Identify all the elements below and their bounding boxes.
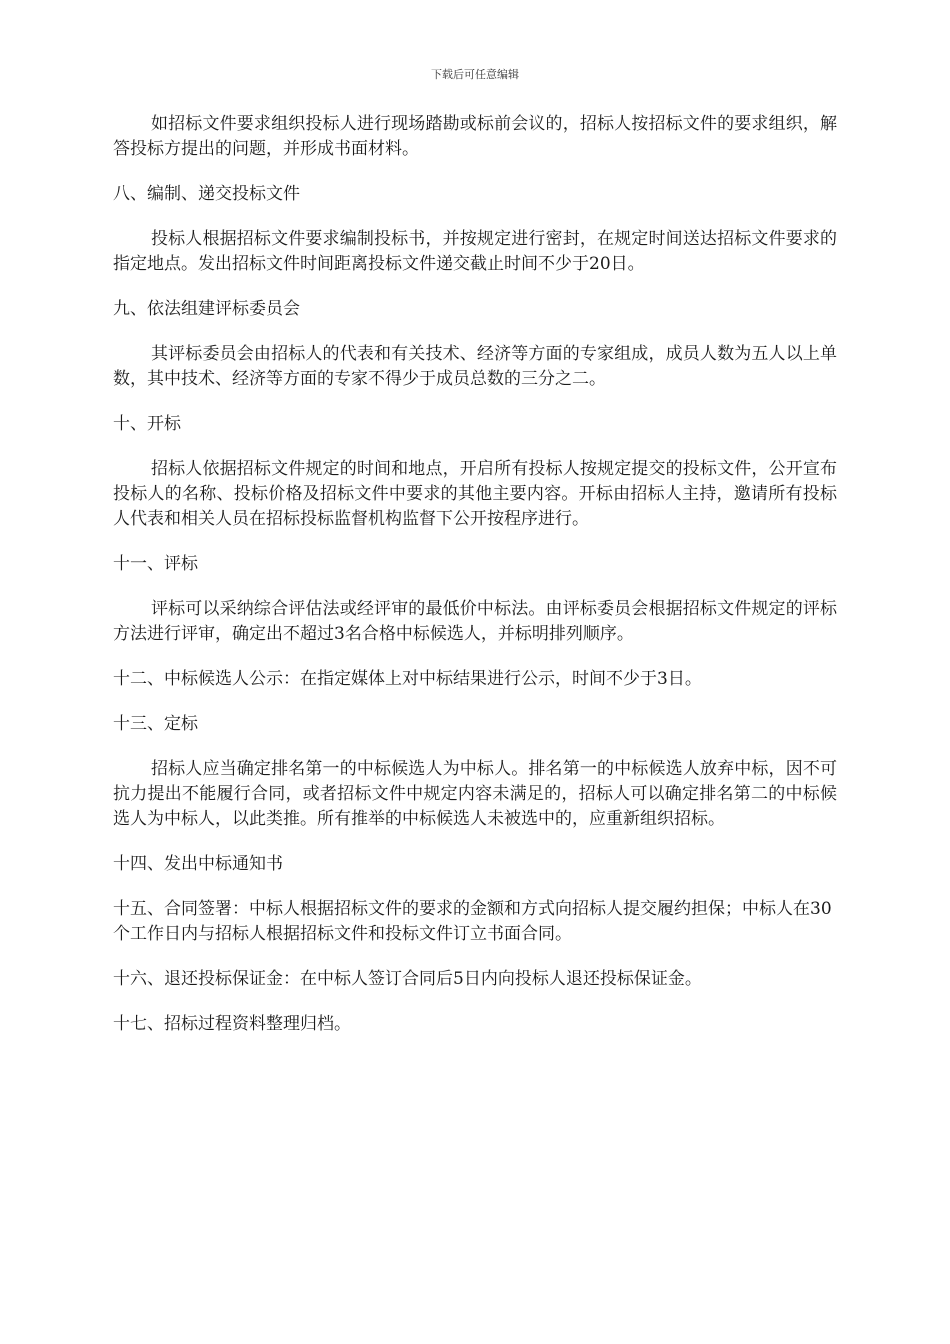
section-heading-10: 十、开标 xyxy=(113,414,181,434)
page-header: 下载后可任意编辑 xyxy=(431,68,519,81)
section-heading-12: 十二、中标候选人公示：在指定媒体上对中标结果进行公示，时间不少于3日。 xyxy=(113,669,702,689)
paragraph-award: 招标人应当确定排名第一的中标候选人为中标人。排名第一的中标候选人放弃中标，因不可抗力提出不能履行合同，或者招标文件中规定内容未满足的，招标人可以确定排名第二的中标候选人为中标人，以此类推。所有推举的中标候选人未被选中的，应重新组织招标。 xyxy=(113,759,837,829)
section-heading-17: 十七、招标过程资料整理归档。 xyxy=(113,1014,351,1034)
paragraph-bid-opening: 招标人依据招标文件规定的时间和地点，开启所有投标人按规定提交的投标文件，公开宣布投标人的名称、投标价格及招标文件中要求的其他主要内容。开标由招标人主持，邀请所有投标人代表和相关人员在招标投标监督机构监督下公开按程序进行。 xyxy=(113,459,837,529)
section-heading-8: 八、编制、递交投标文件 xyxy=(113,184,300,204)
section-heading-14: 十四、发出中标通知书 xyxy=(113,854,283,874)
section-heading-16: 十六、退还投标保证金：在中标人签订合同后5日内向投标人退还投标保证金。 xyxy=(113,969,702,989)
section-heading-13: 十三、定标 xyxy=(113,714,198,734)
section-heading-11: 十一、评标 xyxy=(113,554,198,574)
paragraph-evaluation: 评标可以采纳综合评估法或经评审的最低价中标法。由评标委员会根据招标文件规定的评标方法进行评审，确定出不超过3名合格中标候选人，并标明排列顺序。 xyxy=(113,599,837,644)
document-body xyxy=(113,112,837,1057)
paragraph-committee: 其评标委员会由招标人的代表和有关技术、经济等方面的专家组成，成员人数为五人以上单数，其中技术、经济等方面的专家不得少于成员总数的三分之二。 xyxy=(113,344,837,389)
paragraph-bid-preparation: 投标人根据招标文件要求编制投标书，并按规定进行密封，在规定时间送达招标文件要求的指定地点。发出招标文件时间距离投标文件递交截止时间不少于20日。 xyxy=(113,229,837,274)
section-heading-9: 九、依法组建评标委员会 xyxy=(113,299,300,319)
paragraph-site-visit: 如招标文件要求组织投标人进行现场踏勘或标前会议的，招标人按招标文件的要求组织，解答投标方提出的问题，并形成书面材料。 xyxy=(113,114,837,159)
section-heading-15: 十五、合同签署：中标人根据招标文件的要求的金额和方式向招标人提交履约担保；中标人在30个工作日内与招标人根据招标文件和投标文件订立书面合同。 xyxy=(113,899,832,944)
